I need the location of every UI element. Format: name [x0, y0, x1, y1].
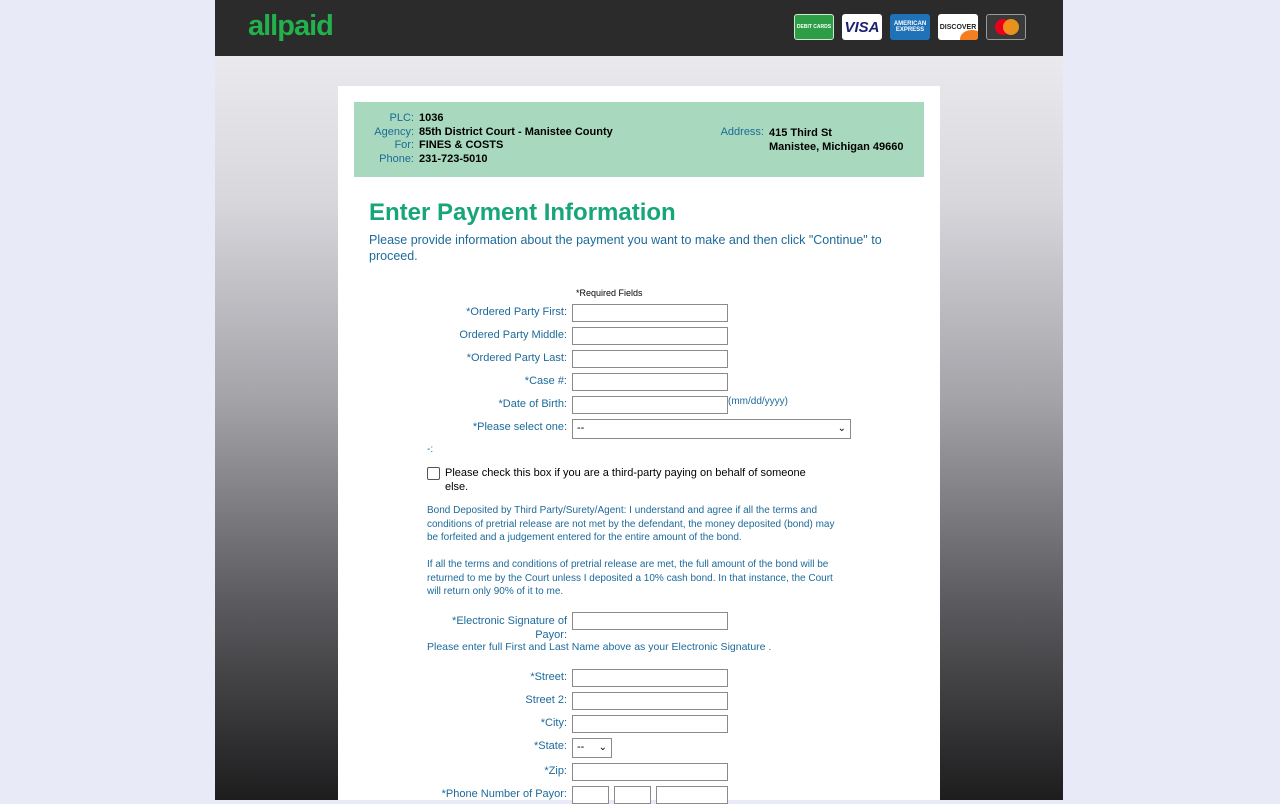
chevron-down-icon: ⌄	[837, 423, 846, 434]
chevron-down-icon: ⌄	[598, 742, 607, 753]
dob-label: *Date of Birth:	[498, 398, 567, 410]
agency-info-box	[354, 102, 924, 177]
signature-input[interactable]	[572, 612, 728, 630]
intro-text: Please provide information about the payment you want to make and then click "Continue" to proceed.	[369, 233, 882, 263]
zip-input[interactable]	[572, 763, 728, 781]
third-party-checkbox[interactable]	[427, 467, 440, 480]
top-bar	[215, 0, 1063, 56]
debit-card-icon: DEBIT CARDS	[794, 14, 834, 40]
phone-prefix-input[interactable]	[614, 786, 651, 804]
plc-value: 1036	[419, 112, 444, 124]
page-frame	[215, 0, 1063, 800]
phone-area-code-input[interactable]	[572, 786, 609, 804]
dob-format-hint: (mm/dd/yyyy)	[728, 396, 788, 407]
case-number-input[interactable]	[572, 373, 728, 391]
street2-label: Street 2:	[525, 694, 567, 706]
for-label: For:	[394, 139, 414, 151]
case-number-label: *Case #:	[524, 375, 567, 387]
for-value: FINES & COSTS	[419, 139, 504, 151]
signature-hint: Please enter full First and Last Name above as your Electronic Signature .	[427, 641, 772, 653]
bond-return-text: If all the terms and conditions of pretrial release are met, the full amount of the bond will be returned to me by the Court unless I deposited a 10% cash bond. In that instance, the Court will return only 90% of it to me.	[427, 559, 833, 597]
allpaid-logo: allpaid	[248, 10, 333, 42]
plc-label: PLC:	[389, 112, 414, 124]
state-dropdown[interactable]: -- ⌄	[572, 738, 612, 758]
payment-panel	[338, 86, 940, 800]
signature-label: *Electronic Signature of Payor:	[452, 615, 567, 641]
bond-terms-text: Bond Deposited by Third Party/Surety/Agent: I understand and agree if all the terms and conditions of pretrial release are not met by the defendant, the money deposited (bond) may be forfeited and a judgement entered for the entire amount of the bond.	[427, 505, 835, 543]
first-name-input[interactable]	[572, 304, 728, 322]
agency-value: 85th District Court - Manistee County	[419, 126, 613, 138]
state-label: *State:	[533, 740, 567, 752]
phone-line-input[interactable]	[656, 786, 728, 804]
street-input[interactable]	[572, 669, 728, 687]
middle-name-input[interactable]	[572, 327, 728, 345]
discover-icon: DISCOVER	[938, 14, 978, 40]
zip-label: *Zip:	[544, 765, 567, 777]
street-label: *Street:	[530, 671, 567, 683]
dob-input[interactable]	[572, 396, 728, 414]
last-name-input[interactable]	[572, 350, 728, 368]
payor-phone-label: *Phone Number of Payor:	[441, 788, 567, 800]
first-name-label: *Ordered Party First:	[466, 306, 567, 318]
visa-icon: VISA	[842, 14, 882, 40]
third-party-label: Please check this box if you are a third-party paying on behalf of someone else.	[445, 467, 806, 493]
dash-text: -:	[427, 444, 434, 455]
agency-label: Agency:	[374, 126, 414, 138]
select-one-label: *Please select one:	[472, 421, 567, 433]
select-one-dropdown[interactable]: -- ⌄	[572, 419, 851, 439]
street2-input[interactable]	[572, 692, 728, 710]
required-fields-note: *Required Fields	[576, 288, 643, 298]
phone-value: 231-723-5010	[419, 153, 488, 165]
phone-label: Phone:	[379, 153, 414, 165]
page-title: Enter Payment Information	[369, 199, 676, 226]
address-label: Address:	[720, 126, 764, 138]
address-value: 415 Third St Manistee, Michigan 49660	[769, 127, 904, 153]
middle-name-label: Ordered Party Middle:	[459, 329, 567, 341]
last-name-label: *Ordered Party Last:	[466, 352, 567, 364]
city-input[interactable]	[572, 715, 728, 733]
accepted-cards	[794, 14, 1026, 40]
city-label: *City:	[540, 717, 567, 729]
amex-icon: AMERICAN EXPRESS	[890, 14, 930, 40]
mastercard-icon	[986, 14, 1026, 40]
